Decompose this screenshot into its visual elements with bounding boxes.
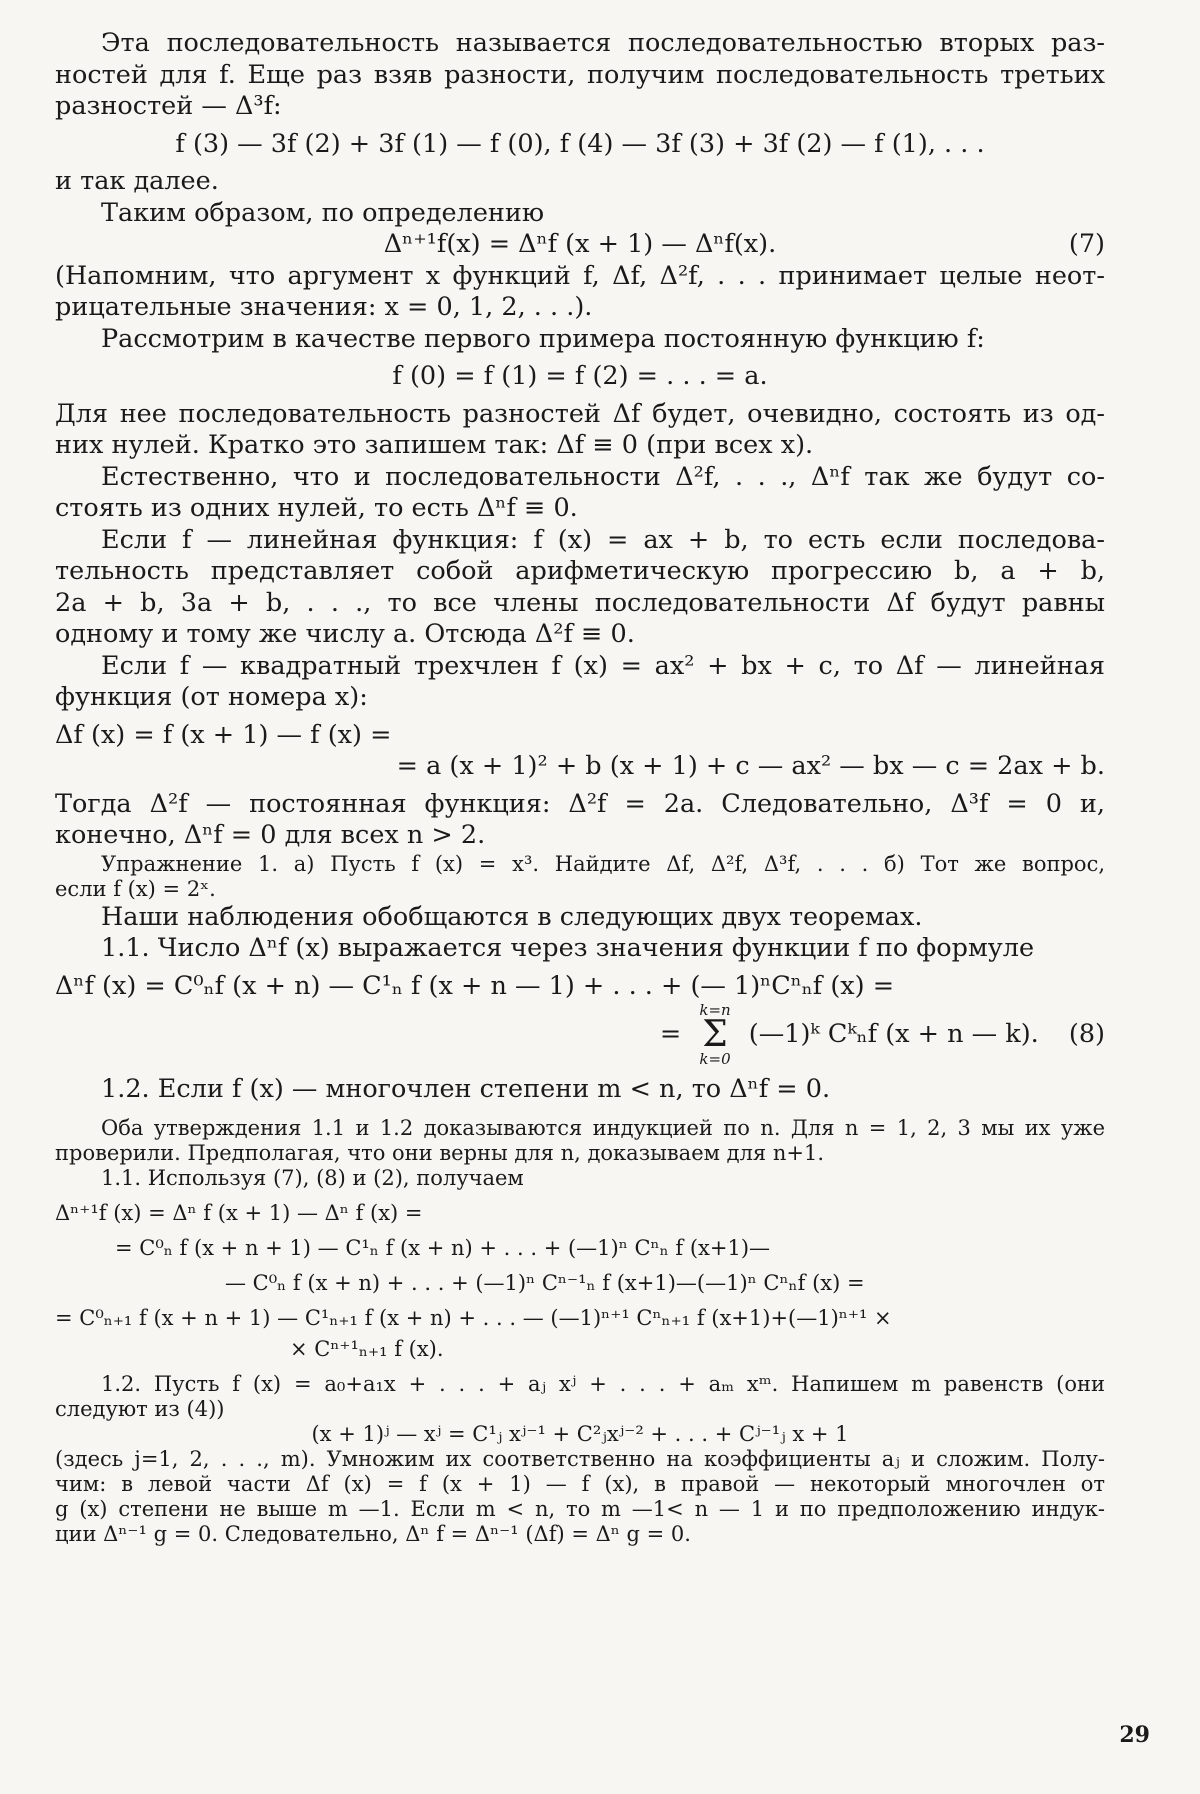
- text-line: (Напомним, что аргумент x функций f, Δf, Δ²f, . . . принимает целые неот-: [55, 260, 1105, 291]
- formula: (—1)ᵏ Cᵏₙf (x + n — k).: [748, 1019, 1039, 1049]
- sum-operator: [699, 1002, 730, 1068]
- proof-line: Оба утверждения 1.1 и 1.2 доказываются индукцией по n. Для n = 1, 2, 3 мы их уже: [101, 1115, 1105, 1140]
- sum-lower-limit: k=0: [699, 1050, 731, 1068]
- formula: = C⁰ₙ₊₁ f (x + n + 1) — C¹ₙ₊₁ f (x + n) + . . . — (—1)ⁿ⁺¹ Cⁿₙ₊₁ f (x+1)+(—1)ⁿ⁺¹ ×: [55, 1305, 892, 1330]
- formula: Δⁿ⁺¹f (x) = Δⁿ f (x + 1) — Δⁿ f (x) =: [55, 1200, 423, 1225]
- formula: Δⁿf (x) = C⁰ₙf (x + n) — C¹ₙ f (x + n — 1) + . . . + (— 1)ⁿCⁿₙf (x) =: [55, 970, 895, 1001]
- formula: =: [659, 1019, 682, 1049]
- equation-8: [55, 1002, 1105, 1068]
- text-line: Если f — квадратный трехчлен f (x) = ax² + bx + c, то Δf — линейная: [101, 650, 1105, 681]
- text-line: функция (от номера x):: [55, 682, 368, 712]
- formula: f (0) = f (1) = f (2) = . . . = a.: [392, 361, 768, 391]
- formula: = a (x + 1)² + b (x + 1) + c — ax² — bx — c = 2ax + b.: [396, 751, 1105, 781]
- text-line: Рассмотрим в качестве первого примера постоянную функцию f:: [101, 323, 985, 354]
- text-line: Эта последовательность называется последовательностью вторых раз-: [101, 28, 1105, 58]
- proof-line: следуют из (4)): [55, 1396, 225, 1421]
- proof-line: проверили. Предполагая, что они верны для n, доказываем для n+1.: [55, 1140, 824, 1165]
- formula: Δⁿ⁺¹f(x) = Δⁿf (x + 1) — Δⁿf(x).: [383, 229, 777, 259]
- text-line: 2a + b, 3a + b, . . ., то все члены последовательности Δf будут равны: [55, 587, 1105, 618]
- page-number: 29: [1119, 1722, 1150, 1748]
- proof-line: 1.1. Используя (7), (8) и (2), получаем: [101, 1165, 524, 1190]
- theorem-line: 1.2. Если f (x) — многочлен степени m < n, то Δⁿf = 0.: [101, 1074, 831, 1104]
- text-line: них нулей. Кратко это запишем так: Δf ≡ 0 (при всех x).: [55, 430, 814, 460]
- text-line: Наши наблюдения обобщаются в следующих двух теоремах.: [101, 901, 923, 932]
- text-line: рицательные значения: x = 0, 1, 2, . . .).: [55, 292, 593, 322]
- formula: Δf (x) = f (x + 1) — f (x) =: [55, 719, 392, 750]
- text-line: Для нее последовательность разностей Δf будет, очевидно, состоять из од-: [55, 398, 1105, 429]
- text-line: и так далее.: [55, 166, 219, 196]
- text-line: тельность представляет собой арифметическую прогрессию b, a + b,: [55, 556, 1105, 586]
- sum-upper-limit: k=n: [699, 1002, 731, 1019]
- equation-number: (8): [1068, 1019, 1105, 1049]
- text-line: Таким образом, по определению: [101, 197, 545, 228]
- equation-7: [55, 229, 1105, 261]
- text-line: Если f — линейная функция: f (x) = ax + b, то есть если последова-: [101, 524, 1105, 555]
- text-line: ностей для f. Еще раз взяв разности, получим последовательность третьих: [55, 59, 1105, 90]
- formula: × Cⁿ⁺¹ₙ₊₁ f (x).: [290, 1336, 444, 1361]
- text-line: Естественно, что и последовательности Δ²f, . . ., Δⁿf так же будут со-: [101, 461, 1105, 492]
- text-line: стоять из одних нулей, то есть Δⁿf ≡ 0.: [55, 493, 578, 523]
- equation-number: (7): [1068, 229, 1105, 259]
- text-line: конечно, Δⁿf = 0 для всех n > 2.: [55, 820, 486, 850]
- exercise-line: Упражнение 1. а) Пусть f (x) = x³. Найдите Δf, Δ²f, Δ³f, . . . б) Тот же вопрос,: [101, 851, 1105, 876]
- proof-line: чим: в левой части Δf (x) = f (x + 1) — f (x), в правой — некоторый многочлен от: [55, 1471, 1105, 1496]
- formula: = C⁰ₙ f (x + n + 1) — C¹ₙ f (x + n) + . . . + (—1)ⁿ Cⁿₙ f (x+1)—: [115, 1235, 771, 1260]
- formula: — C⁰ₙ f (x + n) + . . . + (—1)ⁿ Cⁿ⁻¹ₙ f (x+1)—(—1)ⁿ Cⁿₙf (x) =: [225, 1270, 865, 1295]
- text-line: одному и тому же числу a. Отсюда Δ²f ≡ 0.: [55, 619, 635, 649]
- text-line: Тогда Δ²f — постоянная функция: Δ²f = 2a. Следовательно, Δ³f = 0 и,: [55, 788, 1105, 819]
- proof-line: g (x) степени не выше m —1. Если m < n, то m —1< n — 1 и по предположению индук-: [55, 1496, 1105, 1521]
- proof-line: 1.2. Пусть f (x) = a₀+a₁x + . . . + aⱼ xʲ + . . . + aₘ xᵐ. Напишем m равенств (они: [101, 1371, 1105, 1396]
- page-body: [55, 28, 1105, 1547]
- text-line: разностей — Δ³f:: [55, 91, 282, 121]
- formula: f (3) — 3f (2) + 3f (1) — f (0), f (4) — 3f (3) + 3f (2) — f (1), . . .: [175, 128, 985, 159]
- exercise-line: если f (x) = 2ˣ.: [55, 876, 216, 901]
- theorem-line: 1.1. Число Δⁿf (x) выражается через значения функции f по формуле: [101, 933, 1035, 963]
- proof-line: ции Δⁿ⁻¹ g = 0. Следовательно, Δⁿ f = Δⁿ⁻¹ (Δf) = Δⁿ g = 0.: [55, 1521, 691, 1546]
- formula: (x + 1)ʲ — xʲ = C¹ⱼ xʲ⁻¹ + C²ⱼxʲ⁻² + . . . + Cʲ⁻¹ⱼ x + 1: [311, 1421, 849, 1446]
- proof-line: (здесь j=1, 2, . . ., m). Умножим их соответственно на коэффициенты aⱼ и сложим. Полу-: [55, 1446, 1105, 1471]
- sigma-symbol: Σ: [702, 1014, 728, 1055]
